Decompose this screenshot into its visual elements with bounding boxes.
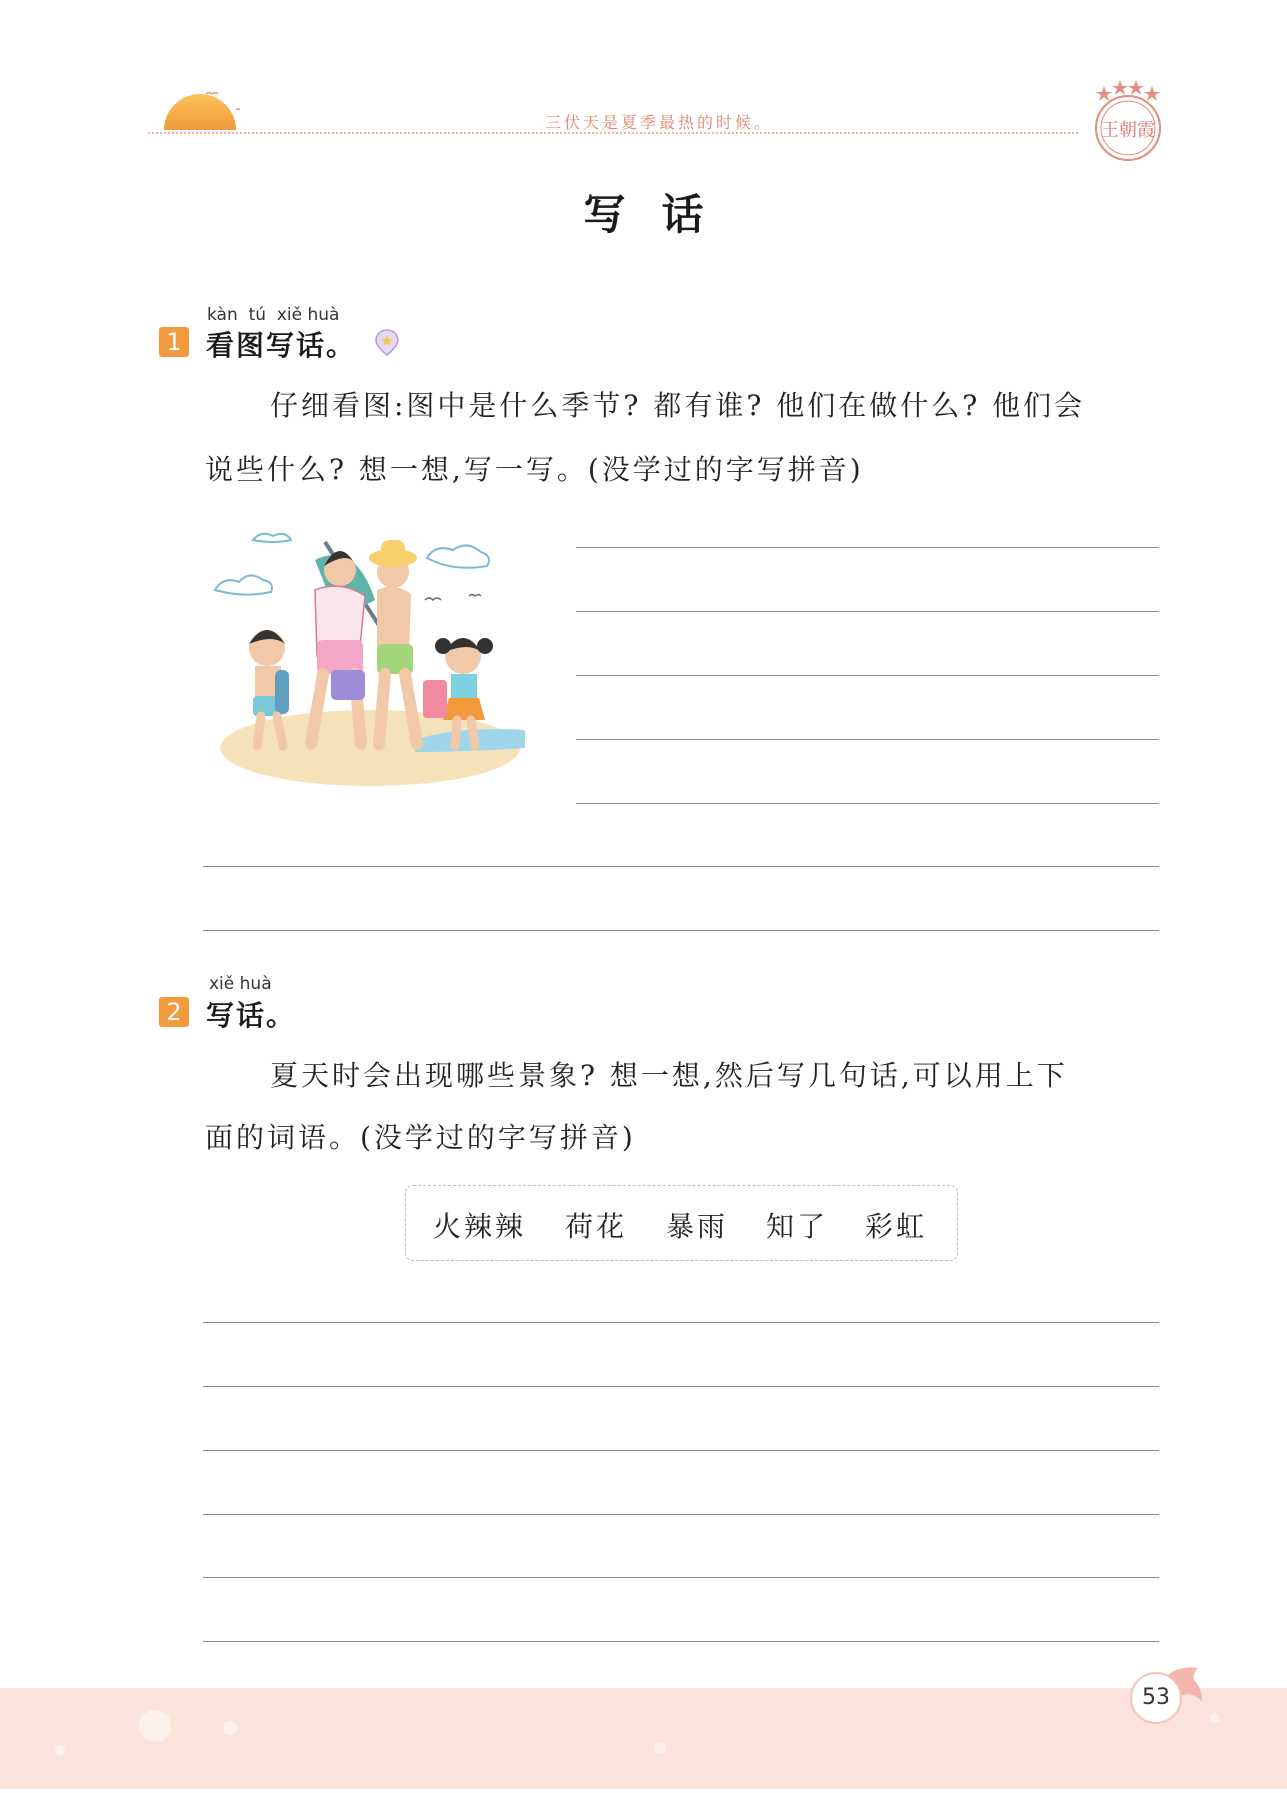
task2-label: 写话。 [206, 999, 297, 1032]
writing-line[interactable] [203, 866, 1159, 867]
word-bank-item: 知了 [766, 1210, 829, 1243]
footer-band [0, 1688, 1287, 1789]
writing-line[interactable] [576, 547, 1159, 548]
svg-text:王朝霞: 王朝霞 [1101, 120, 1155, 141]
page-title: 写话 [583, 190, 740, 239]
task1-prompt-line2: 说些什么? 想一想,写一写。(没学过的字写拼音) [205, 453, 864, 486]
task1-label: 看图写话。 [206, 329, 357, 362]
task2-prompt-line1: 夏天时会出现哪些景象? 想一想,然后写几句话,可以用上下 [270, 1059, 1068, 1092]
writing-line[interactable] [203, 1641, 1159, 1642]
task2-pinyin: xiě huà [209, 974, 272, 994]
writing-line[interactable] [203, 1386, 1159, 1387]
publisher-stamp-logo [1088, 78, 1168, 166]
writing-line[interactable] [203, 1514, 1159, 1515]
beach-family-illustration [205, 530, 525, 792]
task1-prompt-line1: 仔细看图:图中是什么季节? 都有谁? 他们在做什么? 他们会 [270, 389, 1086, 422]
task2-number-badge: 2 [159, 997, 189, 1027]
location-pin-star-icon [374, 328, 400, 358]
writing-line[interactable] [203, 930, 1159, 931]
word-bank-item: 暴雨 [666, 1210, 729, 1243]
sunset-icon [160, 90, 240, 134]
word-bank-item: 彩虹 [865, 1210, 928, 1243]
writing-line[interactable] [203, 1450, 1159, 1451]
writing-line[interactable] [576, 611, 1159, 612]
word-bank-item: 火辣辣 [433, 1210, 527, 1243]
writing-line[interactable] [576, 739, 1159, 740]
header-tagline: 三伏天是夏季最热的时候。 [545, 113, 774, 132]
writing-line[interactable] [203, 1577, 1159, 1578]
writing-line[interactable] [203, 1322, 1159, 1323]
writing-line[interactable] [576, 803, 1159, 804]
page-number: 53 [1130, 1672, 1182, 1724]
task1-pinyin: kàn tú xiě huà [207, 305, 340, 325]
writing-line[interactable] [576, 675, 1159, 676]
word-bank-item: 荷花 [565, 1210, 628, 1243]
task2-prompt-line2: 面的词语。(没学过的字写拼音) [205, 1121, 636, 1154]
bubble-decoration-icon [0, 1688, 1287, 1789]
task1-number-badge: 1 [159, 327, 189, 357]
